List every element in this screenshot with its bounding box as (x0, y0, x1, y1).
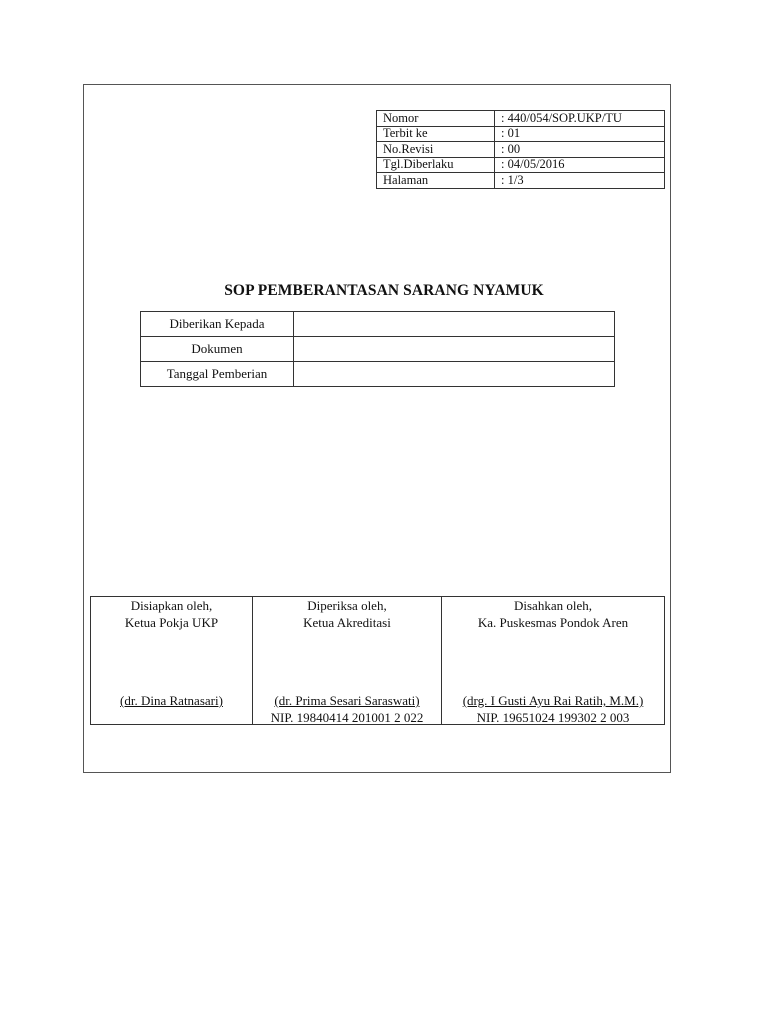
signature-nip: NIP. 19651024 199302 2 003 (476, 710, 630, 725)
signature-role-line1: Disiapkan oleh, (130, 598, 213, 613)
info-row-terbit (377, 126, 665, 142)
signature-cell-prepared (91, 597, 253, 725)
distribution-row (141, 362, 615, 387)
signature-name: (dr. Dina Ratnasari) (120, 693, 223, 708)
signature-role-line2: Ka. Puskesmas Pondok Aren (477, 615, 629, 630)
signature-role-line1: Disahkan oleh, (514, 598, 592, 613)
distribution-label: Diberikan Kepada (141, 312, 294, 337)
distribution-value (294, 312, 615, 337)
distribution-value (294, 337, 615, 362)
distribution-table (140, 311, 615, 387)
signature-cell-reviewed (253, 597, 442, 725)
signature-nip: NIP. 19840414 201001 2 022 (270, 710, 424, 725)
signature-row (91, 597, 665, 725)
info-value: : 00 (495, 142, 665, 158)
signature-role-line2: Ketua Pokja UKP (124, 615, 219, 630)
info-row-revisi (377, 142, 665, 158)
signature-table (90, 596, 665, 725)
distribution-value (294, 362, 615, 387)
distribution-label: Tanggal Pemberian (141, 362, 294, 387)
info-label: Tgl.Diberlaku (377, 157, 495, 173)
document-title: SOP PEMBERANTASAN SARANG NYAMUK (224, 282, 544, 299)
distribution-row (141, 312, 615, 337)
info-row-tanggal (377, 157, 665, 173)
info-row-halaman (377, 173, 665, 189)
info-value: : 01 (495, 126, 665, 142)
info-label: Nomor (377, 111, 495, 127)
signature-name: (drg. I Gusti Ayu Rai Ratih, M.M.) (462, 693, 644, 708)
info-value: : 440/054/SOP.UKP/TU (495, 111, 665, 127)
signature-cell-approved (442, 597, 665, 725)
info-row-nomor (377, 111, 665, 127)
signature-role-line2: Ketua Akreditasi (303, 615, 391, 630)
info-value: : 1/3 (495, 173, 665, 189)
document-info-table (376, 110, 665, 189)
info-value: : 04/05/2016 (495, 157, 665, 173)
distribution-label: Dokumen (141, 337, 294, 362)
info-label: Halaman (377, 173, 495, 189)
signature-name: (dr. Prima Sesari Saraswati) (274, 693, 420, 708)
signature-role-line1: Diperiksa oleh, (307, 598, 387, 613)
info-label: Terbit ke (377, 126, 495, 142)
distribution-row (141, 337, 615, 362)
info-label: No.Revisi (377, 142, 495, 158)
